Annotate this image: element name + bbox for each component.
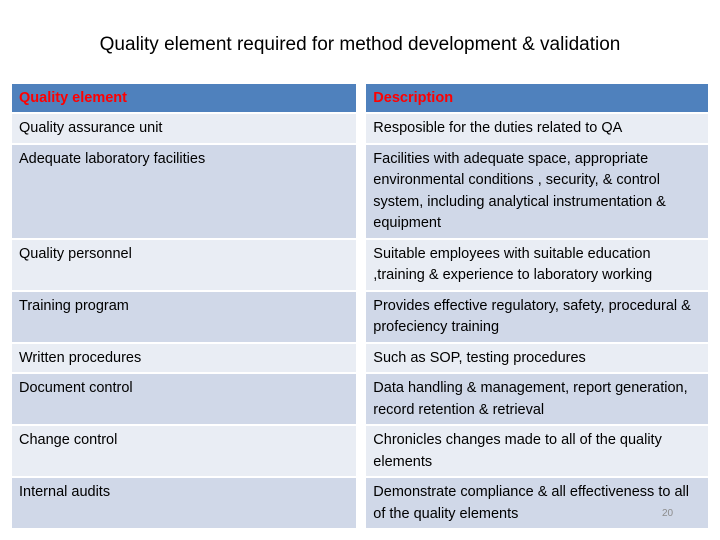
description-cell: Resposible for the duties related to QA: [366, 114, 708, 145]
page-number: 20: [662, 508, 674, 519]
table-header-row: [12, 84, 708, 114]
table-row: [12, 240, 708, 292]
quality-element-cell: Quality assurance unit: [12, 114, 366, 145]
quality-element-cell: Change control: [12, 426, 366, 478]
column-header-quality-element: Quality element: [12, 84, 366, 114]
quality-element-cell: Quality personnel: [12, 240, 366, 292]
quality-element-cell: Written procedures: [12, 344, 366, 375]
quality-element-cell: Adequate laboratory facilities: [12, 145, 366, 240]
description-cell: Facilities with adequate space, appropriate environmental conditions , security, & control system, including analytical instrumentation & equipment: [366, 145, 708, 240]
quality-element-cell: Training program: [12, 292, 366, 344]
table-row: [12, 114, 708, 145]
description-cell: Suitable employees with suitable education ,training & experience to laboratory working: [366, 240, 708, 292]
column-header-description: Description: [366, 84, 708, 114]
table-row: [12, 426, 708, 478]
slide-title: Quality element required for method development & validation: [99, 34, 621, 55]
description-cell: Chronicles changes made to all of the quality elements: [366, 426, 708, 478]
quality-element-cell: Internal audits: [12, 478, 366, 530]
table-row: [12, 145, 708, 240]
description-cell: Demonstrate compliance & all effectiveness to all of the quality elements: [366, 478, 708, 530]
table-row: [12, 292, 708, 344]
description-cell: Such as SOP, testing procedures: [366, 344, 708, 375]
description-cell: Provides effective regulatory, safety, procedural & profeciency training: [366, 292, 708, 344]
quality-element-cell: Document control: [12, 374, 366, 426]
table-row: [12, 374, 708, 426]
table-row: [12, 344, 708, 375]
description-cell: Data handling & management, report generation, record retention & retrieval: [366, 374, 708, 426]
quality-elements-table: [12, 84, 708, 530]
table-row: [12, 478, 708, 530]
